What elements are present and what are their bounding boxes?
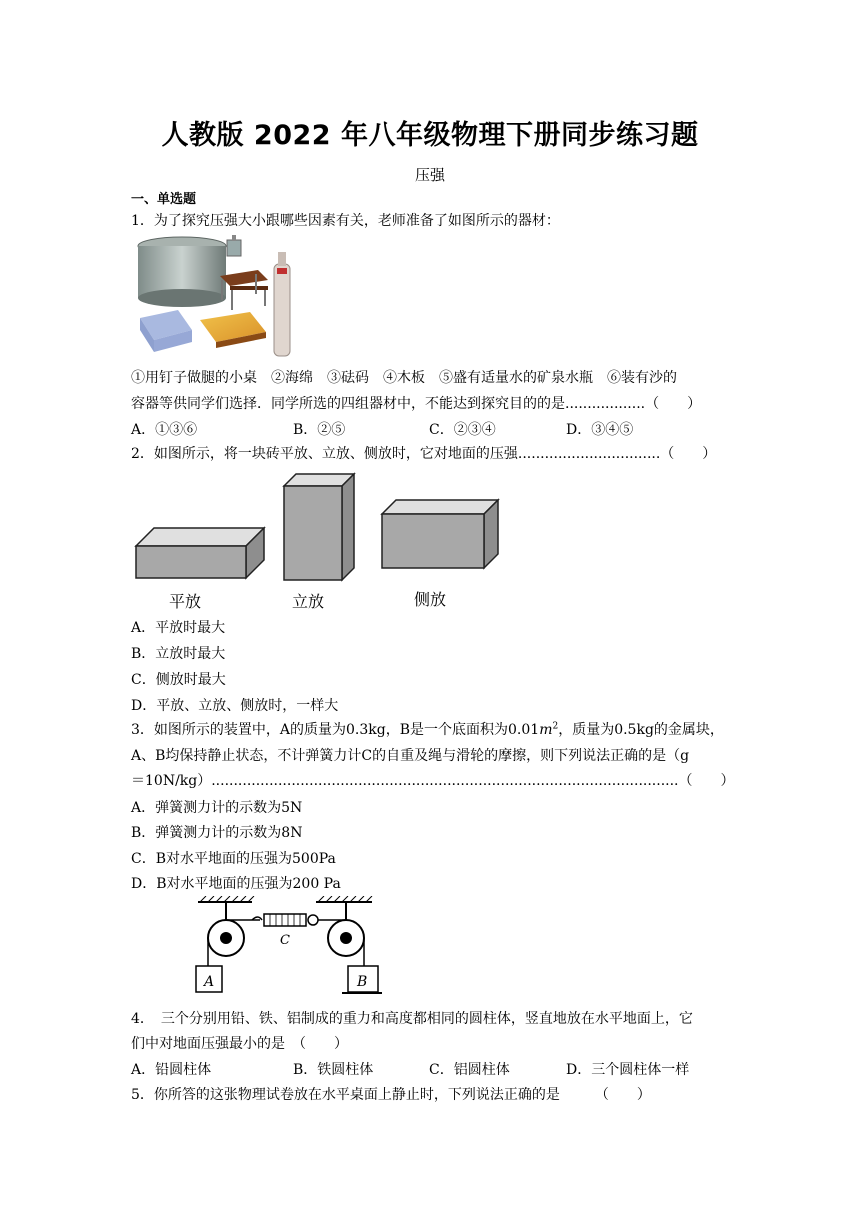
q4-option-a: A．铅圆柱体 <box>131 1062 212 1078</box>
q2-caption-upright: 立放 <box>292 592 325 611</box>
q1-items-line2: 容器等供同学们选择．同学所选的四组器材中，不能达到探究目的的是..................（ ） <box>131 396 702 412</box>
q3-unit-m: m <box>539 722 553 738</box>
q1-option-d: D．③④⑤ <box>566 422 634 438</box>
q3-label-a: A <box>204 974 215 990</box>
q2-caption-side: 侧放 <box>414 590 447 609</box>
q3-line1-a: 3．如图所示的装置中，A的质量为0.3kg，B是一个底面积为0.01 <box>131 722 540 738</box>
q2-stem: 2．如图所示，将一块砖平放、立放、侧放时，它对地面的压强................................（ ） <box>131 446 717 462</box>
q5-stem: 5．你所答的这张物理试卷放在水平桌面上静止时，下列说法正确的是 （ ） <box>131 1087 651 1103</box>
q1-stem: 1．为了探究压强大小跟哪些因素有关，老师准备了如图所示的器材： <box>131 213 560 229</box>
q4-option-b: B．铁圆柱体 <box>293 1062 374 1078</box>
q4-option-c: C．铝圆柱体 <box>429 1062 510 1078</box>
q4-option-d: D．三个圆柱体一样 <box>566 1062 690 1078</box>
q3-line3: ＝10N/kg）.........................................................................................................（ ） <box>131 773 735 789</box>
q2-option-b: B．立放时最大 <box>131 646 226 662</box>
q1-option-a: A．①③⑥ <box>131 422 198 438</box>
q3-pulley-figure <box>192 896 382 998</box>
q3-unit-sup: 2 <box>552 721 559 732</box>
q3-option-c: C．B对水平地面的压强为500Pa <box>131 851 336 867</box>
q2-option-a: A．平放时最大 <box>131 620 226 636</box>
q1-equipment-photo <box>134 234 299 359</box>
q2-brick-figure <box>134 468 504 586</box>
q1-items-line1: ①用钉子做腿的小桌 ②海绵 ③砝码 ④木板 ⑤盛有适量水的矿泉水瓶 ⑥装有沙的 <box>131 370 677 386</box>
q3-option-b: B．弹簧测力计的示数为8N <box>131 825 303 841</box>
q1-option-b: B．②⑤ <box>293 422 346 438</box>
q3-line1 <box>131 719 724 739</box>
q4-line2: 们中对地面压强最小的是 （ ） <box>131 1036 348 1052</box>
q4-line1: 4． 三个分别用铅、铁、铝制成的重力和高度都相同的圆柱体，竖直地放在水平地面上，它 <box>131 1011 693 1027</box>
q3-option-a: A．弹簧测力计的示数为5N <box>131 800 303 816</box>
q2-option-d: D．平放、立放、侧放时，一样大 <box>131 698 339 714</box>
q3-label-b: B <box>357 974 368 990</box>
q3-label-c: C <box>280 933 290 948</box>
section-heading: 一、单选题 <box>131 192 197 207</box>
q2-caption-flat: 平放 <box>169 592 202 611</box>
page-subtitle: 压强 <box>414 166 445 184</box>
q3-line1-b: ，质量为0.5kg的金属块， <box>558 722 724 738</box>
q2-option-c: C．侧放时最大 <box>131 672 226 688</box>
page-title: 人教版 2022 年八年级物理下册同步练习题 <box>161 120 699 151</box>
q1-option-c: C．②③④ <box>429 422 496 438</box>
q3-option-d: D．B对水平地面的压强为200 Pa <box>131 876 341 892</box>
q3-line2: A、B均保持静止状态，不计弹簧力计C的自重及绳与滑轮的摩擦，则下列说法正确的是（g <box>131 748 690 764</box>
